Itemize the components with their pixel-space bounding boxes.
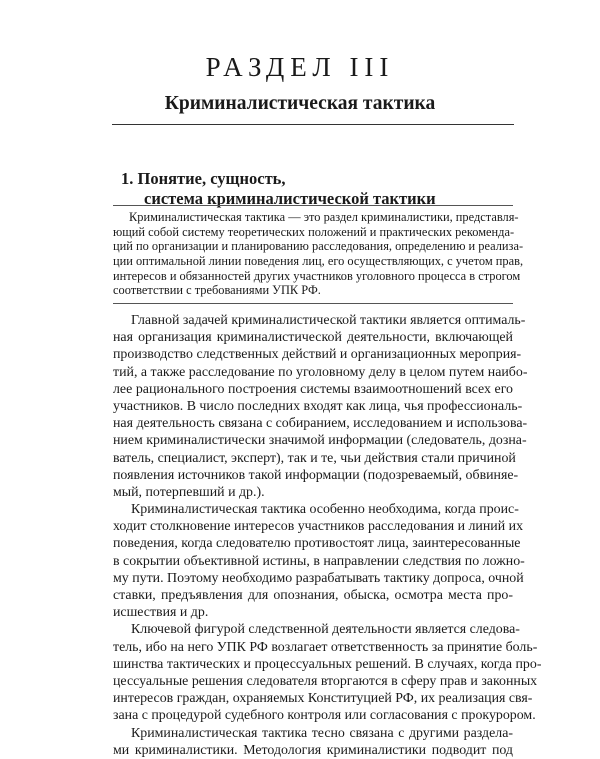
chapter-heading-line-1: 1. Понятие, сущность, [121,169,286,188]
paragraph-line: поведения, когда следователю противостоят лица, заинтересованные [113,536,521,552]
chapter-heading [121,169,521,209]
paragraph-line: производство следственных действий и организационных мероприя- [113,347,522,363]
paragraph-line: шинства тактических и процессуальных решений. В случаях, когда про- [113,656,542,672]
chapter-heading-line-2: система криминалистической тактики [144,189,436,208]
definition-line: соответствии с требованиями УПК РФ. [113,283,321,298]
section-subtitle: Криминалистическая тактика [164,93,436,114]
body-text [113,312,542,759]
paragraph-line: тель, ибо на него УПК РФ возлагает ответственность за принятие боль- [113,639,538,655]
paragraph-line: появления источников такой информации (подозреваемый, обвиняе- [113,467,519,483]
paragraph-line: интересов граждан, охраняемых Конституцией РФ, их реализация свя- [113,691,533,707]
paragraph-line: Главной задачей криминалистической тактики является оптималь- [131,313,526,328]
paragraph-line: тий, а также расследование по уголовному делу в целом путем наибо- [113,364,528,380]
paragraph-line: ная деятельность связана с собиранием, исследованием и использова- [113,416,528,432]
paragraph-line: Криминалистическая тактика тесно связана с другими раздела- [131,725,513,741]
section-title: РАЗДЕЛ III [205,52,395,82]
paragraph-line: ватель, специалист, эксперт), так и те, чьи действия стали причиной [113,450,516,466]
paragraph-line: ставки, предъявления для опознания, обыска, осмотра места про- [113,588,513,603]
paragraph-line: ная организация криминалистической деятельности, включающей [113,330,513,346]
paragraph-line: цессуальные решения следователя вторгаются в сферу прав и законных [113,673,538,689]
paragraph-line: ходит столкновение интересов участников расследования и линий их [113,519,524,535]
paragraph-line: нием криминалистически значимой информации (следователь, дозна- [113,433,527,449]
definition-line: Криминалистическая тактика — это раздел криминалистики, представля- [129,210,519,224]
definition-line: ции оптимальной линии поведения лиц, его осуществляющих, с учетом прав, [113,254,524,269]
paragraph-line: му пути. Поэтому необходимо разрабатывать тактику допроса, очной [113,570,524,586]
paragraph-line: Криминалистическая тактика особенно необходима, когда проис- [131,502,519,518]
paragraph-line: Ключевой фигурой следственной деятельности является следова- [131,622,520,638]
paragraph-line: участников. В число последних входят как лица, чья профессиональ- [113,398,523,414]
definition-line: интересов и обязанностей других участников уголовного процесса в строгом [113,268,521,283]
paragraph-line: лее рационального построения системы взаимоотношений всех его [113,381,513,397]
paragraph-line: исшествия и др. [113,605,209,621]
paragraph-line: ми криминалистики. Методология криминалистики подводит под [113,742,513,758]
paragraph-line: мый, потерпевший и др.). [113,484,265,500]
paragraph-line: в сокрытии объективной истины, в направлении следствия по ложно- [113,553,525,569]
definition-box [113,205,524,304]
paragraph-line: зана с процедурой судебного контроля или согласования с прокурором. [113,708,536,724]
header-divider [112,124,514,125]
definition-line: ций по организации и планированию расследования, определению и реализа- [113,239,524,254]
definition-line: ющий собой систему теоретических положений и практических рекоменда- [113,224,515,239]
